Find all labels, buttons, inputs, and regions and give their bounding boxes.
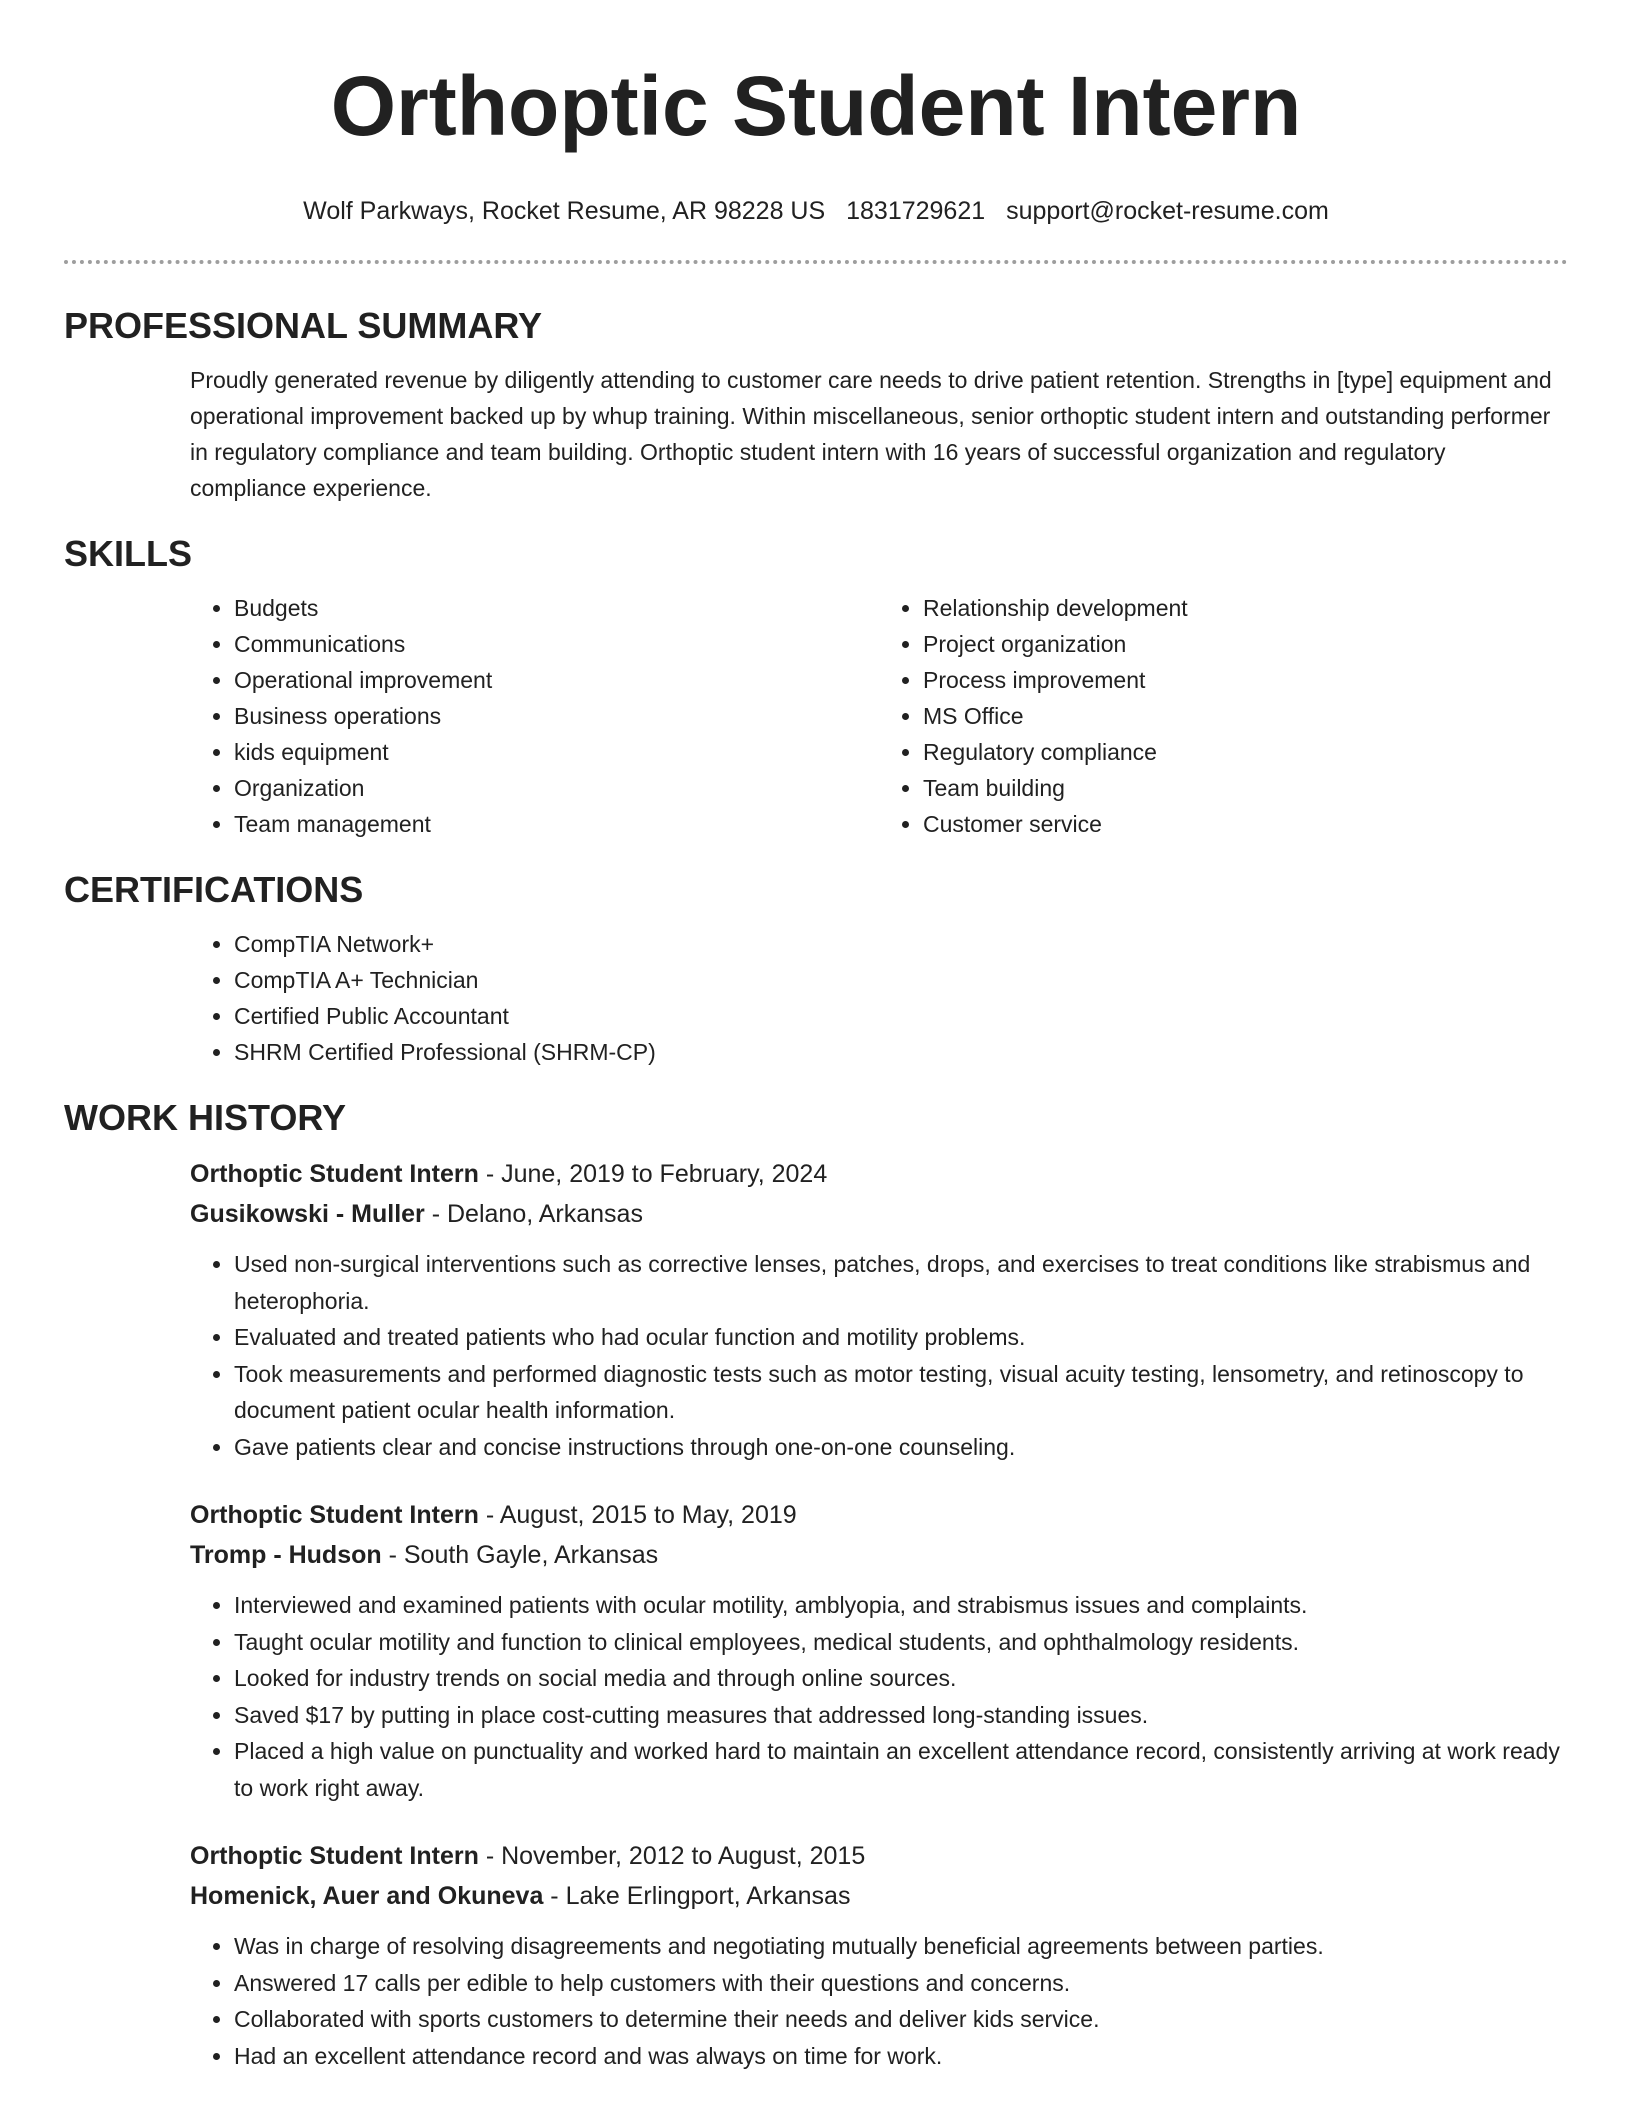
job-entry	[64, 1154, 1568, 1465]
contact-line	[64, 194, 1568, 228]
skill-item: • Project organization	[923, 626, 1568, 662]
job-location: - Delano, Arkansas	[424, 1200, 643, 1228]
skills-heading: SKILLS	[64, 533, 193, 574]
job-bullet: • Gave patients clear and concise instructions through one-on-one counseling.	[234, 1429, 1568, 1466]
certification-item: • Certified Public Accountant	[234, 998, 1568, 1034]
job-bullets	[190, 1587, 1568, 1806]
job-bullet: • Collaborated with sports customers to determine their needs and deliver kids service.	[234, 2001, 1568, 2038]
job-company-line	[190, 1876, 1568, 1916]
job-bullet: • Evaluated and treated patients who had ocular function and motility problems.	[234, 1319, 1568, 1356]
job-company: Gusikowski - Muller	[190, 1200, 425, 1228]
job-bullet: • Taught ocular motility and function to clinical employees, medical students, and ophthalmology residents.	[234, 1624, 1568, 1661]
job-title-line	[190, 1495, 1568, 1535]
skills-list-left	[190, 590, 879, 842]
job-company-line	[190, 1535, 1568, 1575]
job-company: Tromp - Hudson	[190, 1541, 382, 1569]
job-bullet: • Answered 17 calls per edible to help customers with their questions and concerns.	[234, 1965, 1568, 2002]
summary-heading: PROFESSIONAL SUMMARY	[64, 305, 543, 346]
job-location: - Lake Erlingport, Arkansas	[543, 1882, 851, 1910]
skill-item: • Team building	[923, 770, 1568, 806]
certifications-heading: CERTIFICATIONS	[64, 869, 364, 910]
skill-item: • MS Office	[923, 698, 1568, 734]
job-bullet: • Looked for industry trends on social media and through online sources.	[234, 1660, 1568, 1697]
job-bullet: • Interviewed and examined patients with ocular motility, amblyopia, and strabismus issues and complaints.	[234, 1587, 1568, 1624]
job-entry	[64, 1495, 1568, 1806]
skill-item: • Business operations	[234, 698, 879, 734]
summary-text: Proudly generated revenue by diligently attending to customer care needs to drive patient retention. Strengths in [type] equipment and operational improvement backed up by whup training. Within miscellaneous, senior orthoptic student intern and outstanding performer in regulatory compliance and team building. Orthoptic student intern with 16 years of successful organization and regulatory compliance experience.	[190, 367, 1552, 501]
job-company: Homenick, Auer and Okuneva	[190, 1882, 544, 1910]
skill-item: • Organization	[234, 770, 879, 806]
job-location: - South Gayle, Arkansas	[381, 1541, 659, 1569]
skill-item: • Team management	[234, 806, 879, 842]
certification-item: • CompTIA A+ Technician	[234, 962, 1568, 998]
skill-item: • Relationship development	[923, 590, 1568, 626]
candidate-name: Orthoptic Student Intern	[330, 59, 1302, 153]
certifications-list	[190, 926, 1568, 1070]
job-bullet: • Used non-surgical interventions such as corrective lenses, patches, drops, and exercises to treat conditions like strabismus and heterophoria.	[234, 1246, 1568, 1319]
job-title-line	[190, 1154, 1568, 1194]
job-bullet: • Saved $17 by putting in place cost-cutting measures that addressed long-standing issues.	[234, 1697, 1568, 1734]
skills-list-right	[879, 590, 1568, 842]
job-bullets	[190, 1928, 1568, 2074]
skill-item: • Regulatory compliance	[923, 734, 1568, 770]
job-company-line	[190, 1194, 1568, 1234]
work-history-heading: WORK HISTORY	[64, 1097, 347, 1138]
job-bullet: • Took measurements and performed diagnostic tests such as motor testing, visual acuity testing, lensometry, and retinoscopy to document patient ocular health information.	[234, 1356, 1568, 1429]
job-role: Orthoptic Student Intern	[190, 1842, 479, 1870]
skill-item: • Process improvement	[923, 662, 1568, 698]
skill-item: • Budgets	[234, 590, 879, 626]
job-dates: - June, 2019 to February, 2024	[478, 1160, 828, 1188]
job-bullet: • Had an excellent attendance record and was always on time for work.	[234, 2038, 1568, 2075]
job-entry	[64, 1836, 1568, 2074]
job-dates: - August, 2015 to May, 2019	[478, 1501, 797, 1529]
certification-item: • CompTIA Network+	[234, 926, 1568, 962]
job-dates: - November, 2012 to August, 2015	[478, 1842, 866, 1870]
job-title-line	[190, 1836, 1568, 1876]
contact-phone: 1831729621	[846, 197, 986, 225]
skill-item: • Customer service	[923, 806, 1568, 842]
job-role: Orthoptic Student Intern	[190, 1501, 479, 1529]
contact-address: Wolf Parkways, Rocket Resume, AR 98228 US	[303, 197, 826, 225]
job-bullets	[190, 1246, 1568, 1465]
job-bullet: • Placed a high value on punctuality and worked hard to maintain an excellent attendance record, consistently arriving at work ready to work right away.	[234, 1733, 1568, 1806]
contact-email[interactable]: support@rocket-resume.com	[1006, 197, 1329, 225]
certification-item: • SHRM Certified Professional (SHRM-CP)	[234, 1034, 1568, 1070]
skills-columns	[64, 590, 1568, 842]
header-divider	[64, 260, 1568, 264]
job-role: Orthoptic Student Intern	[190, 1160, 479, 1188]
skill-item: • Communications	[234, 626, 879, 662]
skill-item: • kids equipment	[234, 734, 879, 770]
job-bullet: • Was in charge of resolving disagreements and negotiating mutually beneficial agreements between parties.	[234, 1928, 1568, 1965]
skill-item: • Operational improvement	[234, 662, 879, 698]
